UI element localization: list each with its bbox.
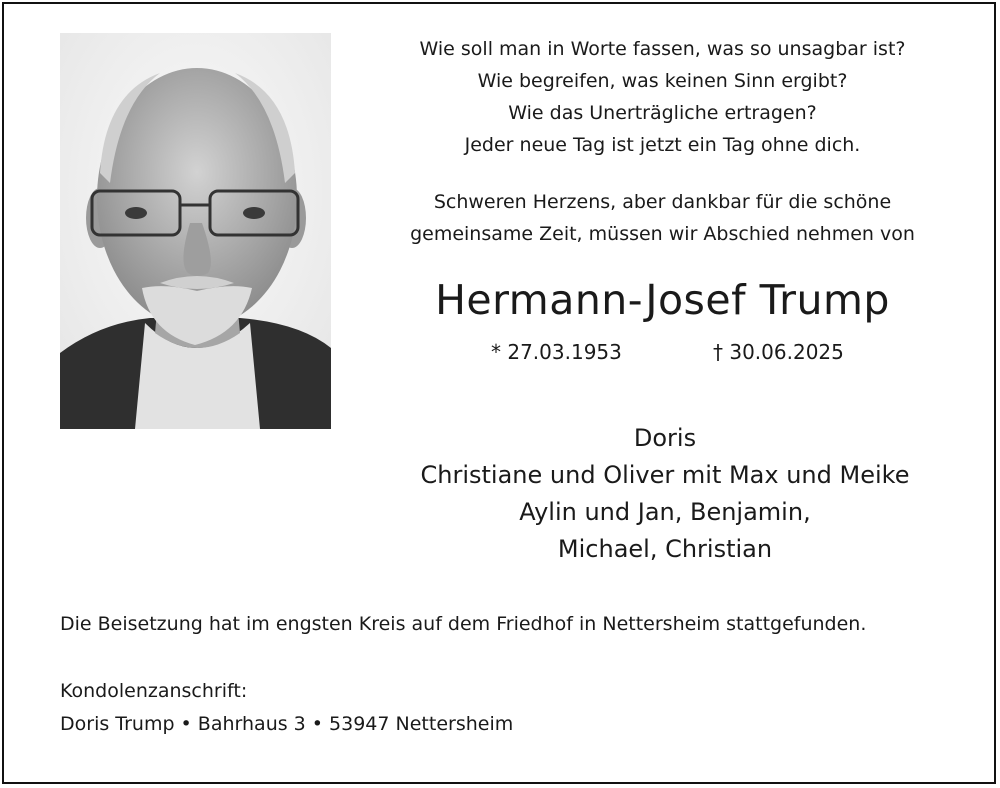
verse-line: Wie soll man in Worte fassen, was so unsagbar ist?	[419, 38, 906, 60]
death-date: † 30.06.2025	[713, 340, 844, 364]
burial-notice: Die Beisetzung hat im engsten Kreis auf dem Friedhof in Nettersheim stattgefunden.	[60, 613, 867, 635]
verse-line: Wie das Unerträgliche ertragen?	[508, 102, 817, 124]
mourners-list	[385, 420, 945, 568]
mourner-line: Michael, Christian	[557, 535, 773, 563]
condolence-label: Kondolenzanschrift:	[60, 680, 248, 702]
portrait-photo	[60, 33, 331, 429]
mourner-line: Aylin und Jan, Benjamin,	[519, 498, 811, 526]
verse-line: Jeder neue Tag ist jetzt ein Tag ohne dich.	[464, 134, 861, 156]
deceased-name: Hermann-Josef Trump	[435, 276, 890, 324]
verse-line: Wie begreifen, was keinen Sinn ergibt?	[477, 70, 848, 92]
intro-text	[385, 186, 940, 250]
mourner-line: Doris	[633, 424, 697, 452]
condolence-address: Doris Trump • Bahrhaus 3 • 53947 Nettersheim	[60, 713, 514, 735]
birth-date: * 27.03.1953	[491, 340, 622, 364]
mourner-line: Christiane und Oliver mit Max und Meike	[420, 461, 910, 489]
verse	[385, 33, 940, 161]
intro-line: Schweren Herzens, aber dankbar für die schöne	[433, 191, 892, 213]
intro-line: gemeinsame Zeit, müssen wir Abschied nehmen von	[410, 223, 915, 245]
